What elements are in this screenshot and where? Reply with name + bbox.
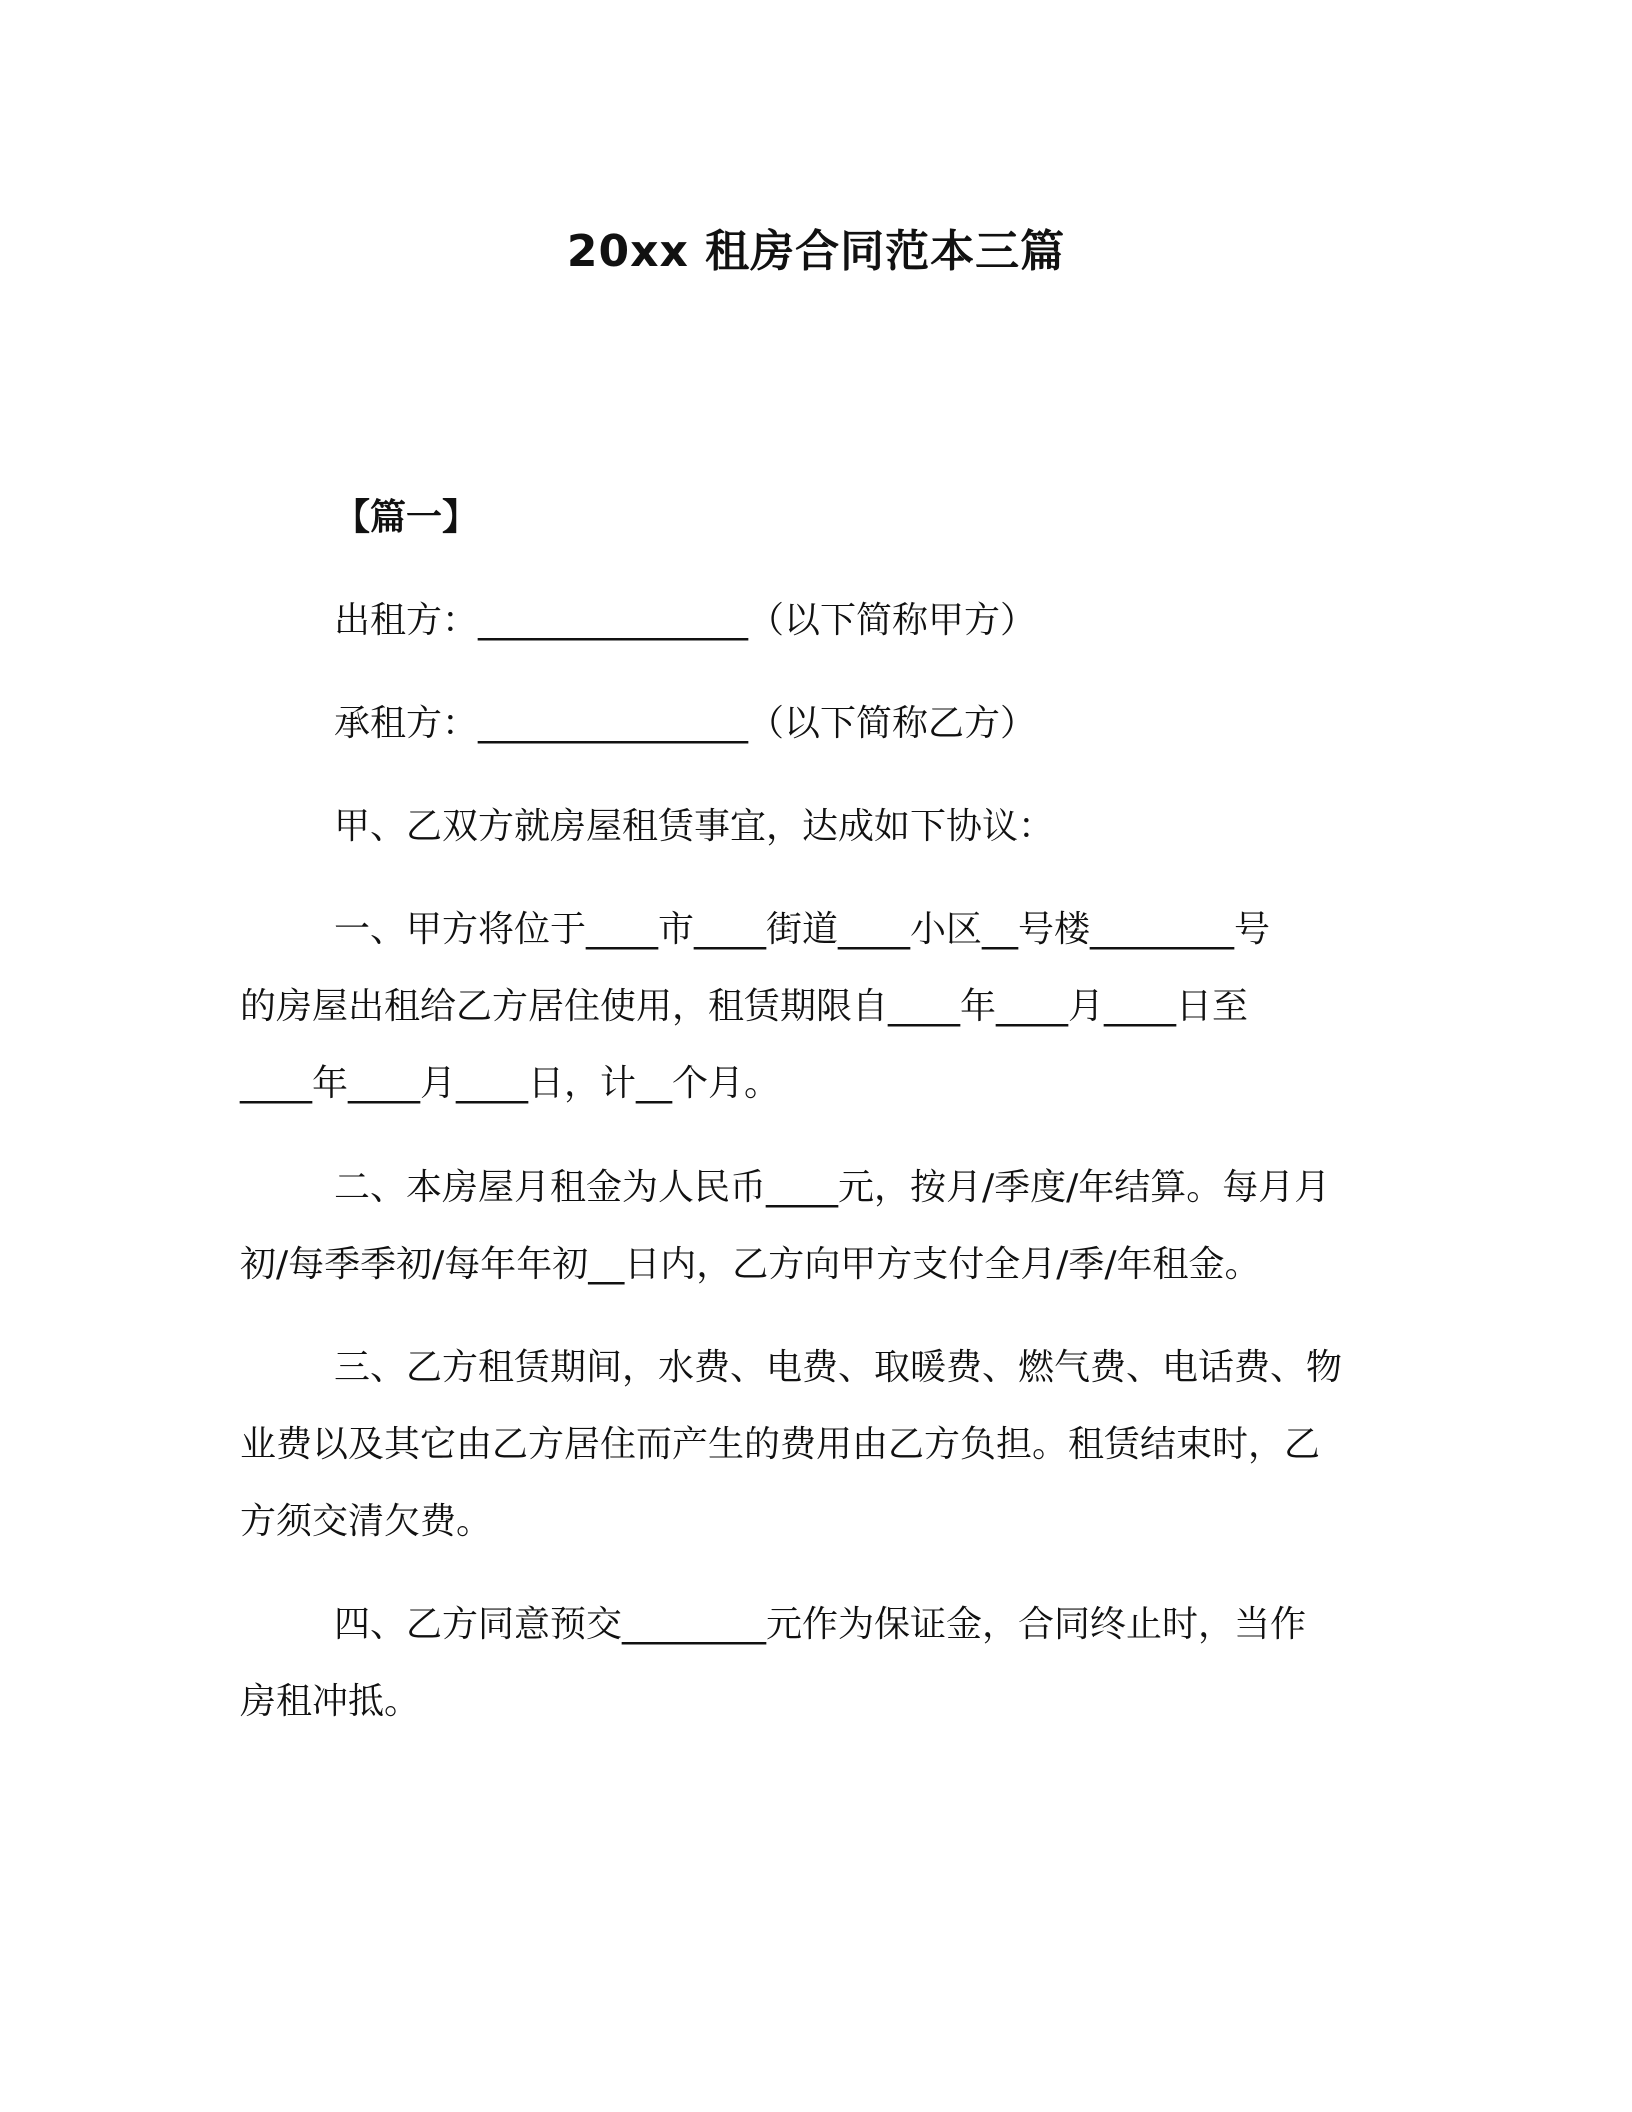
lessor-line: 出租方：_______________（以下简称甲方）: [334, 600, 1037, 641]
lessee-line: 承租方：_______________（以下简称乙方）: [334, 703, 1037, 744]
clause3-line1: 三、乙方租赁期间，水费、电费、取暖费、燃气费、电话费、物: [334, 1347, 1343, 1388]
clause4-line2: 房租冲抵。: [240, 1681, 421, 1722]
clause2-line2: 初/每季季初/每年年初__日内，乙方向甲方支付全月/季/年租金。: [240, 1244, 1261, 1285]
clause1-line1: 一、甲方将位于____市____街道____小区__号楼________号: [334, 909, 1271, 950]
document-title: 20xx 租房合同范本三篇: [566, 226, 1066, 277]
clause1-line2: 的房屋出租给乙方居住使用，租赁期限自____年____月____日至: [240, 986, 1249, 1027]
clause1-line3: ____年____月____日，计__个月。: [240, 1063, 781, 1104]
clause2-line1: 二、本房屋月租金为人民币____元，按月/季度/年结算。每月月: [334, 1167, 1331, 1208]
clause4-line1: 四、乙方同意预交________元作为保证金，合同终止时，当作: [334, 1604, 1307, 1645]
section-label: 【篇一】: [334, 497, 479, 538]
intro-paragraph: 甲、乙双方就房屋租赁事宜，达成如下协议：: [334, 806, 1055, 847]
clause3-line3: 方须交清欠费。: [240, 1501, 493, 1542]
clause3-line2: 业费以及其它由乙方居住而产生的费用由乙方负担。租赁结束时，乙: [240, 1424, 1321, 1465]
